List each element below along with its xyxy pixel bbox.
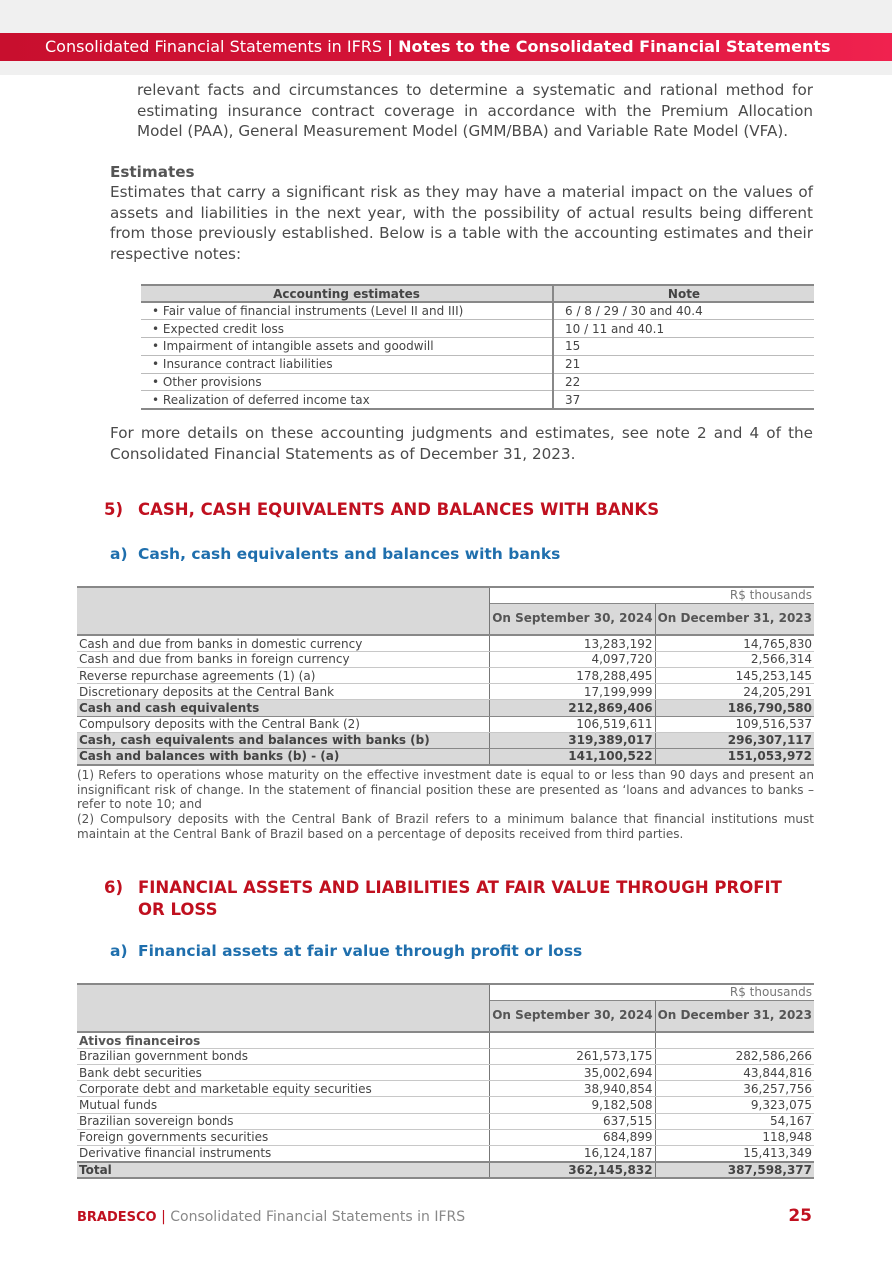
row-label: Brazilian government bonds xyxy=(77,1048,490,1064)
estimate-cell: • Fair value of financial instruments (Level II and III) xyxy=(141,302,553,320)
estimate-cell: • Other provisions xyxy=(141,373,553,391)
intro-paragraph: relevant facts and circumstances to determine a systematic and rational method for estimating insurance contract coverage in accordance with the Premium Allocation Model (PAA), General Measurement Model (GMM/BBA) and Variable Rate Model (VFA). xyxy=(137,81,813,140)
top-margin xyxy=(0,0,892,33)
header-left: Consolidated Financial Statements in IFRS xyxy=(45,37,383,56)
header-right: Notes to the Consolidated Financial Statements xyxy=(398,37,831,56)
value-sep: 212,869,406 xyxy=(490,700,655,716)
estimate-cell: • Insurance contract liabilities xyxy=(141,355,553,373)
section-5-title xyxy=(104,500,659,519)
note-cell: 15 xyxy=(553,338,814,356)
section-heading: CASH, CASH EQUIVALENTS AND BALANCES WITH BANKS xyxy=(138,500,660,519)
table-row-total xyxy=(77,1162,814,1178)
table-row xyxy=(77,651,814,667)
table-row xyxy=(77,1113,814,1129)
total-label: Total xyxy=(77,1162,490,1178)
estimate-cell: • Realization of deferred income tax xyxy=(141,391,553,409)
table-row xyxy=(77,1048,814,1064)
row-label: Reverse repurchase agreements (1) (a) xyxy=(77,668,490,684)
table-row xyxy=(77,716,814,732)
header-blank xyxy=(77,587,490,635)
table-row xyxy=(141,320,814,338)
col-header-sep: On September 30, 2024 xyxy=(490,1000,655,1032)
table-row xyxy=(77,1097,814,1113)
value-sep: 4,097,720 xyxy=(490,651,655,667)
row-label: Derivative financial instruments xyxy=(77,1146,490,1162)
section-6-title xyxy=(104,877,819,921)
table-row xyxy=(77,635,814,651)
estimates-col-header: Accounting estimates xyxy=(141,285,553,302)
value-dec: 296,307,117 xyxy=(655,732,814,748)
estimates-title: Estimates xyxy=(110,163,195,181)
section-5a-title xyxy=(110,545,560,563)
section-number: 6) xyxy=(104,878,124,897)
subsection-number: a) xyxy=(110,545,128,563)
header-separator: | xyxy=(387,37,394,56)
estimates-paragraph: Estimates that carry a significant risk as they may have a material impact on the values of assets and liabilities in the next year, with the possibility of actual results being different from those previously established. Below is a table with the accounting estimates and their respective notes: xyxy=(110,183,813,263)
section-heading: FINANCIAL ASSETS AND LIABILITIES AT FAIR VALUE THROUGH PROFIT OR LOSS xyxy=(138,878,782,919)
row-label: Compulsory deposits with the Central Bank (2) xyxy=(77,716,490,732)
value-sep: 261,573,175 xyxy=(490,1048,655,1064)
subsection-number: a) xyxy=(110,942,128,960)
row-label: Brazilian sovereign bonds xyxy=(77,1113,490,1129)
value-sep: 13,283,192 xyxy=(490,635,655,651)
section-6a-title xyxy=(110,942,582,960)
row-label: Discretionary deposits at the Central Bank xyxy=(77,684,490,700)
value-dec: 109,516,537 xyxy=(655,716,814,732)
cash-table xyxy=(77,586,814,766)
page-number: 25 xyxy=(788,1206,812,1226)
table-row xyxy=(77,668,814,684)
note-cell: 37 xyxy=(553,391,814,409)
total-sep: 362,145,832 xyxy=(490,1162,655,1178)
table-row xyxy=(141,338,814,356)
note-cell: 22 xyxy=(553,373,814,391)
row-label: Corporate debt and marketable equity securities xyxy=(77,1081,490,1097)
table-row xyxy=(77,1081,814,1097)
footer-text: Consolidated Financial Statements in IFRS xyxy=(170,1209,466,1225)
table-row xyxy=(77,1146,814,1162)
footer-brand: BRADESCO xyxy=(77,1210,157,1225)
table-row xyxy=(77,684,814,700)
value-dec: 24,205,291 xyxy=(655,684,814,700)
header-blank xyxy=(77,984,490,1032)
value-sep: 178,288,495 xyxy=(490,668,655,684)
fvtpl-table xyxy=(77,983,814,1179)
value-dec: 15,413,349 xyxy=(655,1146,814,1162)
value-sep: 17,199,999 xyxy=(490,684,655,700)
note-col-header: Note xyxy=(553,285,814,302)
value-dec: 36,257,756 xyxy=(655,1081,814,1097)
value-sep: 38,940,854 xyxy=(490,1081,655,1097)
page-footer xyxy=(77,1209,465,1225)
table-row-subtotal xyxy=(77,700,814,716)
empty-cell xyxy=(655,1032,814,1048)
col-header-dec: On December 31, 2023 xyxy=(655,603,814,635)
note-cell: 10 / 11 and 40.1 xyxy=(553,320,814,338)
value-dec: 43,844,816 xyxy=(655,1065,814,1081)
footnote-1: (1) Refers to operations whose maturity on the effective investment date is equal to or less than 90 days and present an insignificant risk of change. In the statement of financial position these are presented as ‘loans and advances to banks – refer to note 10; and xyxy=(77,768,814,812)
estimates-table xyxy=(141,284,814,410)
header-gap xyxy=(0,61,892,75)
total-dec: 387,598,377 xyxy=(655,1162,814,1178)
value-dec: 14,765,830 xyxy=(655,635,814,651)
empty-cell xyxy=(490,1032,655,1048)
value-dec: 2,566,314 xyxy=(655,651,814,667)
value-dec: 186,790,580 xyxy=(655,700,814,716)
row-label: Cash, cash equivalents and balances with banks (b) xyxy=(77,732,490,748)
value-sep: 106,519,611 xyxy=(490,716,655,732)
value-sep: 9,182,508 xyxy=(490,1097,655,1113)
value-sep: 16,124,187 xyxy=(490,1146,655,1162)
value-sep: 141,100,522 xyxy=(490,749,655,765)
value-dec: 54,167 xyxy=(655,1113,814,1129)
table-row xyxy=(141,355,814,373)
units-label: R$ thousands xyxy=(490,587,814,603)
value-dec: 118,948 xyxy=(655,1129,814,1145)
row-label: Cash and due from banks in domestic currency xyxy=(77,635,490,651)
row-label: Cash and balances with banks (b) - (a) xyxy=(77,749,490,765)
value-sep: 637,515 xyxy=(490,1113,655,1129)
section-number: 5) xyxy=(104,500,124,519)
table-row xyxy=(141,373,814,391)
value-sep: 35,002,694 xyxy=(490,1065,655,1081)
subsection-heading: Cash, cash equivalents and balances with banks xyxy=(138,545,561,563)
table-row-subtotal xyxy=(77,732,814,748)
row-label: Mutual funds xyxy=(77,1097,490,1113)
value-dec: 145,253,145 xyxy=(655,668,814,684)
value-sep: 684,899 xyxy=(490,1129,655,1145)
table-row xyxy=(141,302,814,320)
page-header xyxy=(0,33,892,61)
group-label: Ativos financeiros xyxy=(77,1032,490,1048)
more-details-paragraph: For more details on these accounting judgments and estimates, see note 2 and 4 of the Consolidated Financial Statements as of December 31, 2023. xyxy=(110,424,813,463)
estimate-cell: • Expected credit loss xyxy=(141,320,553,338)
value-sep: 319,389,017 xyxy=(490,732,655,748)
footer-pipe: | xyxy=(161,1209,166,1225)
col-header-sep: On September 30, 2024 xyxy=(490,603,655,635)
row-label: Foreign governments securities xyxy=(77,1129,490,1145)
col-header-dec: On December 31, 2023 xyxy=(655,1000,814,1032)
subsection-heading: Financial assets at fair value through profit or loss xyxy=(138,942,583,960)
estimate-cell: • Impairment of intangible assets and goodwill xyxy=(141,338,553,356)
row-label: Bank debt securities xyxy=(77,1065,490,1081)
row-label: Cash and due from banks in foreign currency xyxy=(77,651,490,667)
table-row-subtotal xyxy=(77,749,814,765)
note-cell: 6 / 8 / 29 / 30 and 40.4 xyxy=(553,302,814,320)
table-row xyxy=(77,1065,814,1081)
value-dec: 282,586,266 xyxy=(655,1048,814,1064)
units-label: R$ thousands xyxy=(490,984,814,1000)
note-cell: 21 xyxy=(553,355,814,373)
value-dec: 151,053,972 xyxy=(655,749,814,765)
value-dec: 9,323,075 xyxy=(655,1097,814,1113)
footnote-2: (2) Compulsory deposits with the Central Bank of Brazil refers to a minimum balance that financial institutions must maintain at the Central Bank of Brazil based on a percentage of deposits received from third parties. xyxy=(77,812,814,841)
table-row xyxy=(141,391,814,409)
row-label: Cash and cash equivalents xyxy=(77,700,490,716)
table-row xyxy=(77,1129,814,1145)
table-row-group xyxy=(77,1032,814,1048)
